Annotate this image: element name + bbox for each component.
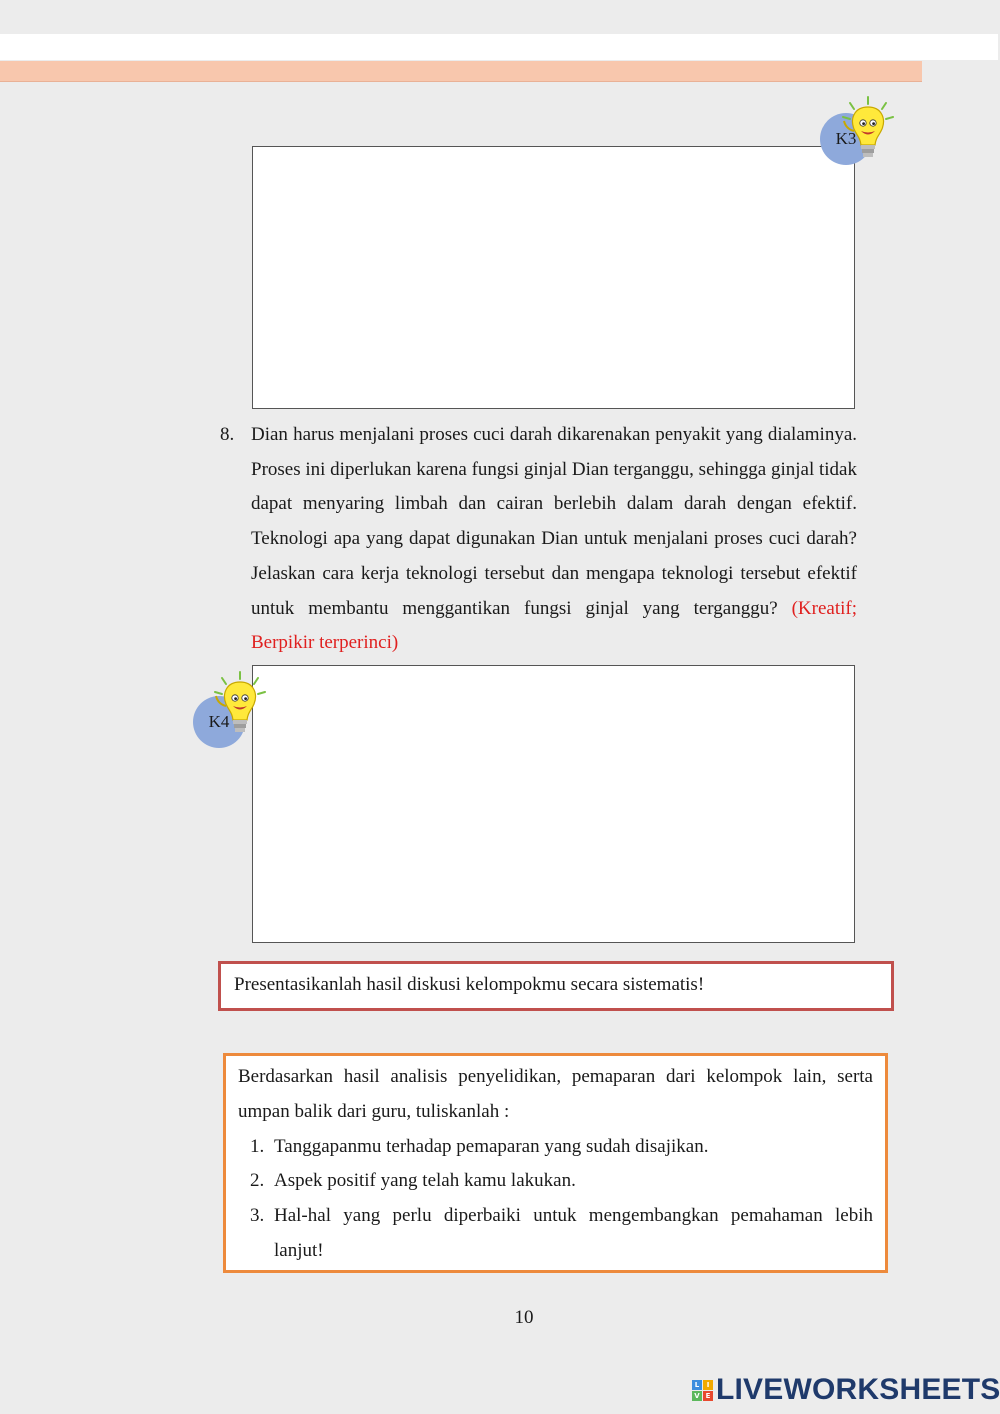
reflection-item [238, 1130, 873, 1165]
logo-letter: I [703, 1380, 713, 1390]
question-skill-tag: (Kreatif; Berpikir terperinci) [251, 597, 858, 654]
reflection-item-number: 3. [250, 1205, 265, 1227]
reflection-item-number: 1. [250, 1135, 265, 1157]
liveworksheets-logo[interactable] [692, 1373, 1000, 1407]
logo-letter: L [692, 1380, 702, 1390]
badge-k4-label: K4 [208, 712, 230, 731]
logo-letter: E [703, 1391, 713, 1401]
lightbulb-mascot-icon [212, 670, 268, 740]
badge-k3-label: K3 [835, 129, 857, 148]
answer-box-8[interactable] [252, 665, 855, 943]
question-number: 8. [220, 424, 235, 445]
liveworksheets-wordmark: LIVEWORKSHEETS [716, 1373, 1000, 1406]
header-white-band [0, 34, 998, 60]
badge-k4 [192, 670, 312, 750]
question-body: Dian harus menjalani proses cuci darah dikarenakan penyakit yang dialaminya. Proses ini diperlukan karena fungsi ginjal Dian terganggu, sehingga ginjal tidak dapat menyaring limbah dan cairan berlebih dalam darah dengan efektif. Teknologi apa yang dapat digunakan Dian untuk menjalani proses cuci darah? Jelaskan cara kerja teknologi tersebut dan mengapa teknologi tersebut efektif untuk membantu menggantikan fungsi ginjal yang terganggu? [251, 424, 857, 619]
reflection-intro: Berdasarkan hasil analisis penyelidikan, pemaparan dari kelompok lain, serta umpan balik dari guru, tuliskanlah : [238, 1066, 873, 1122]
reflection-list [238, 1130, 873, 1269]
page-number: 10 [514, 1307, 534, 1328]
reflection-item-text: Tanggapanmu terhadap pemaparan yang sudah disajikan. [274, 1135, 709, 1157]
answer-box-7[interactable] [252, 146, 855, 409]
reflection-item-text: Hal-hal yang perlu diperbaiki untuk mengembangkan pemahaman lebih lanjut! [274, 1205, 873, 1261]
reflection-item [238, 1199, 873, 1269]
lightbulb-mascot-icon [840, 95, 896, 165]
liveworksheets-mark-icon [692, 1380, 713, 1401]
logo-letter: V [692, 1391, 702, 1401]
question-8 [220, 418, 857, 661]
badge-k3 [818, 95, 938, 175]
reflection-item-number: 2. [250, 1170, 265, 1192]
presentation-text: Presentasikanlah hasil diskusi kelompokmu secara sistematis! [234, 974, 705, 995]
header-peach-band [0, 61, 922, 82]
reflection-instruction-box [223, 1053, 888, 1273]
reflection-item-text: Aspek positif yang telah kamu lakukan. [274, 1170, 576, 1192]
question-text [251, 418, 857, 661]
reflection-item [238, 1164, 873, 1199]
presentation-instruction-box [218, 961, 894, 1011]
